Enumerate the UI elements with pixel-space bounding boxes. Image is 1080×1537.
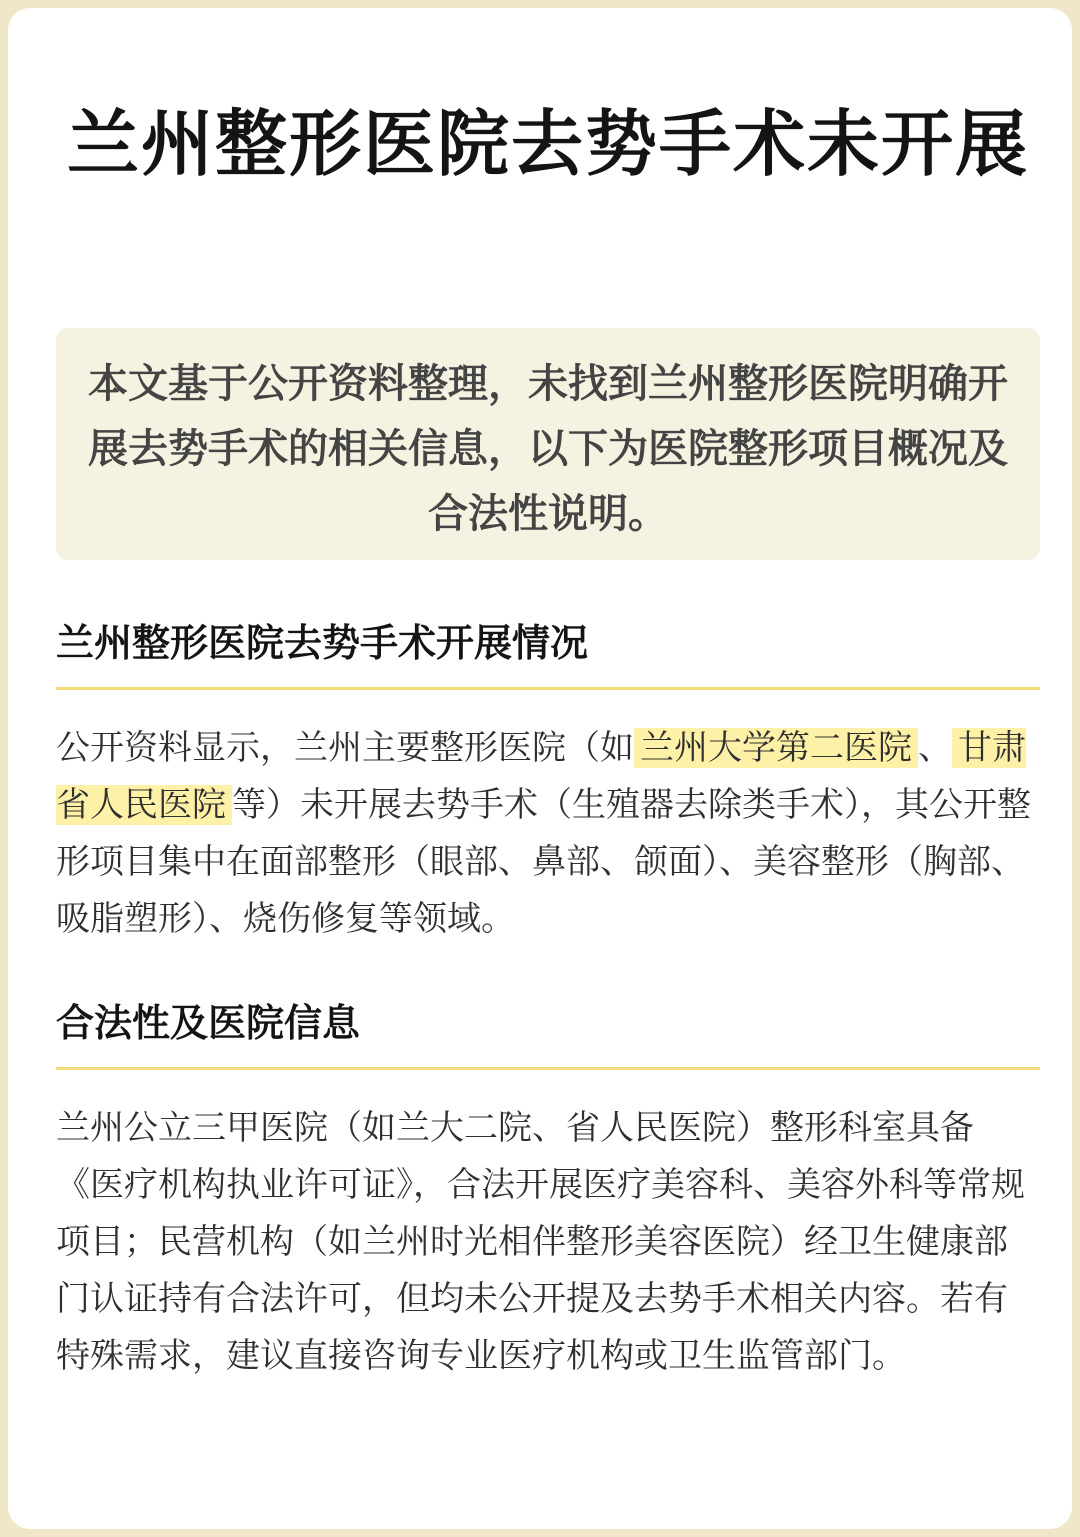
section-paragraph-legality: 兰州公立三甲医院（如兰大二院、省人民医院）整形科室具备《医疗机构执业许可证》，合法开展医疗美容科、美容外科等常规项目；民营机构（如兰州时光相伴整形美容医院）经卫生健康部门认证持有合法许可，但均未公开提及去势手术相关内容。若有特殊需求，建议直接咨询专业医疗机构或卫生监管部门。 — [56, 1108, 1025, 1376]
section-heading-surgery-status: 兰州整形医院去势手术开展情况 — [56, 621, 589, 665]
summary-box — [56, 328, 1040, 560]
section-heading-legality: 合法性及医院信息 — [56, 1001, 361, 1045]
highlight-hospital-gansu-provincial: 甘肃省人民医院 — [56, 728, 1026, 825]
article-title: 兰州整形医院去势手术未开展 — [66, 102, 1029, 186]
paragraph-text: 等）未开展去势手术（生殖器去除类手术），其公开整形项目集中在面部整形（眼部、鼻部、颌面）、美容整形（胸部、吸脂塑形）、烧伤修复等领域。 — [56, 785, 1031, 939]
section-paragraph-surgery-status — [56, 720, 1040, 948]
article-card — [8, 8, 1072, 1529]
heading-underline — [56, 687, 1040, 690]
highlight-hospital-lanzhou-second: 兰州大学第二医院 — [634, 728, 918, 768]
paragraph-text: 公开资料显示，兰州主要整形医院（如 — [56, 728, 634, 768]
paragraph-text: 、 — [918, 728, 952, 768]
summary-text: 本文基于公开资料整理，未找到兰州整形医院明确开展去势手术的相关信息，以下为医院整形项目概况及合法性说明。 — [88, 361, 1008, 537]
heading-underline — [56, 1067, 1040, 1070]
